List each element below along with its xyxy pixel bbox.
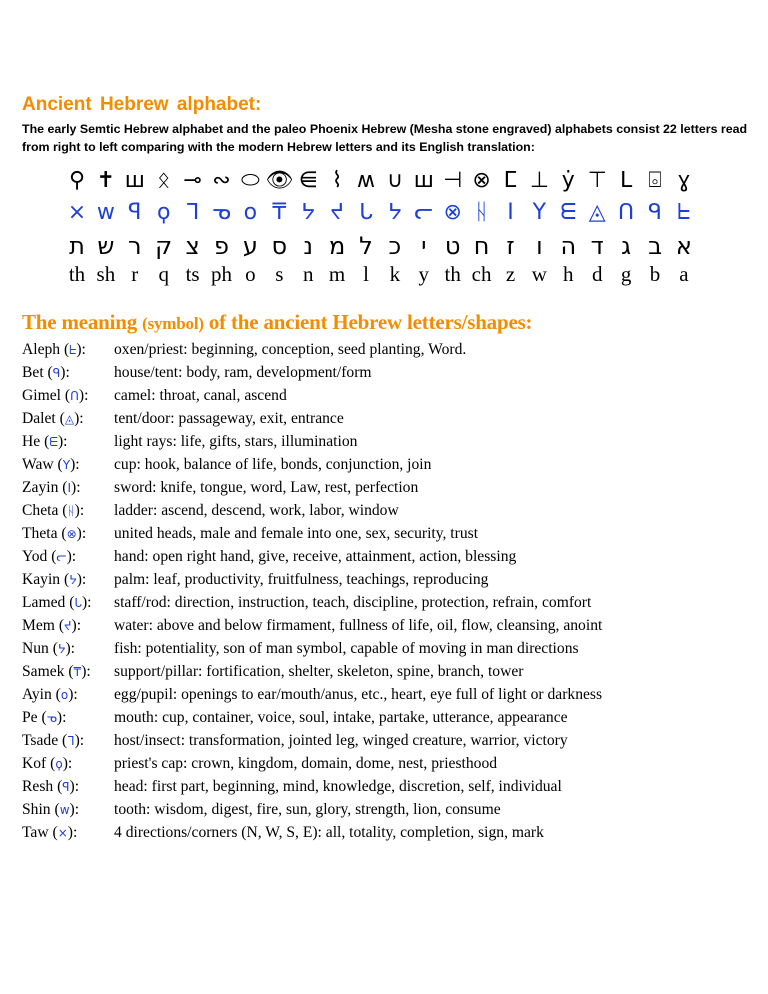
paleo-letter: I [507, 200, 514, 225]
letter-meaning: hand: open right hand, give, receive, attainment, action, blessing [114, 548, 517, 565]
letter-name: Lamed (ᒐ): [22, 594, 92, 611]
letter-symbol: ᑫ [52, 366, 61, 380]
letter-symbol: × [57, 826, 68, 840]
paleo-letter: ᔪ [330, 200, 344, 225]
paleo-letter: ᒐ [359, 200, 373, 225]
paleo-letter: ꟼ [128, 200, 142, 225]
letter-meaning: mouth: cup, container, voice, soul, intake, partake, utterance, appearance [114, 709, 568, 726]
letter-symbol: o [60, 688, 69, 702]
letter-name: Cheta (ᚺ): [22, 502, 85, 519]
letter-name: Dalet (◬): [22, 410, 84, 427]
latin-letter: l [363, 262, 369, 286]
letter-meaning: united heads, male and female into one, sex, security, trust [114, 525, 479, 542]
letter-meaning: light rays: life, gifts, stars, illumination [114, 433, 358, 450]
latin-letter: a [679, 262, 689, 286]
letter-meaning: ladder: ascend, descend, work, labor, window [114, 502, 399, 519]
letter-symbol: w [59, 803, 70, 817]
letter-name: Gimel (ᑎ): [22, 387, 89, 404]
latin-letter: ch [471, 262, 492, 286]
latin-letter: ts [185, 262, 200, 286]
letter-name: Mem (ᔪ): [22, 617, 82, 634]
letter-name: Resh (ꟼ): [22, 778, 80, 795]
ancient-letter: ⌻ [648, 168, 662, 193]
meaning-heading-paren: (symbol) [142, 314, 204, 333]
latin-letter: sh [96, 262, 116, 286]
letter-meaning: egg/pupil: openings to ear/mouth/anus, etc., heart, eye full of light or darkness [114, 686, 603, 703]
paleo-letter: ₸ [272, 200, 287, 225]
paleo-letter: ᖶ [677, 200, 691, 225]
hebrew-letter: מ [328, 232, 346, 260]
ancient-letter: ʍ [357, 168, 375, 193]
ancient-letter: ⬭ [240, 168, 260, 193]
paleo-letter: × [67, 200, 87, 225]
letter-name: Aleph (ᖶ): [22, 341, 86, 358]
latin-letter: m [328, 262, 346, 286]
paleo-letter: ᓀ [212, 200, 231, 225]
hebrew-letter: ד [590, 232, 604, 260]
latin-letter: r [131, 262, 139, 286]
paleo-letter: o [243, 200, 258, 225]
letter-meaning: 4 directions/corners (N, W, S, E): all, totality, completion, sign, mark [114, 824, 544, 841]
meaning-heading [22, 310, 532, 335]
intro-paragraph: The early Semtic Hebrew alphabet and the paleo Phoenix Hebrew (Mesha stone engraved) alphabets consist 22 letters read from right to left comparing with the modern Hebrew letters and its English translation: [22, 122, 748, 154]
paleo-letter: ᒣ [185, 200, 200, 225]
latin-letter: d [591, 262, 603, 286]
letter-name: Tsade (ᒣ): [22, 732, 85, 749]
meaning-heading-post: of the ancient Hebrew letters/shapes: [203, 310, 533, 334]
ancient-letter: ᛟ [157, 168, 171, 193]
paleo-letter: Y [532, 200, 547, 225]
latin-letter: o [245, 262, 256, 286]
ancient-letter: ш [124, 168, 145, 193]
letter-symbol: ₸ [73, 665, 82, 679]
paleo-letter: ᓕ [414, 200, 434, 225]
letter-symbol: ᓕ [56, 550, 67, 564]
letter-name-text: Taw [22, 824, 49, 841]
letter-meaning: house/tent: body, ram, development/form [114, 364, 372, 381]
hebrew-letter: ל [359, 232, 373, 260]
latin-letter: ph [211, 262, 232, 286]
letter-meaning: palm: leaf, productivity, fruitfulness, teachings, reproducing [114, 571, 489, 588]
paleo-letter: ᑎ [618, 200, 635, 225]
ancient-letter: ᒪ [619, 168, 633, 193]
letter-name: Nun (ᔭ): [22, 640, 76, 657]
ancient-letter: ⊥ [529, 168, 549, 193]
letter-name-text: Shin [22, 801, 51, 818]
letter-symbol: ᔪ [64, 619, 72, 633]
latin-letter: k [389, 262, 401, 286]
letter-meaning: water: above and below firmament, fullness of life, oil, flow, cleansing, anoint [114, 617, 603, 634]
letter-name-text: Theta [22, 525, 58, 542]
paleo-letter: ϙ [156, 200, 171, 225]
paleo-letter: ᚺ [474, 200, 489, 225]
letter-meaning: tent/door: passageway, exit, entrance [114, 410, 344, 427]
letter-meaning: fish: potentiality, son of man symbol, capable of moving in man directions [114, 640, 579, 657]
letter-name-text: Bet [22, 364, 44, 381]
latin-letter: n [302, 262, 314, 286]
letter-meaning: staff/rod: direction, instruction, teach, discipline, protection, refrain, comfort [114, 594, 592, 611]
letter-name: He (ᗴ): [22, 433, 68, 450]
letter-symbol: I [67, 481, 72, 495]
letter-name-text: He [22, 433, 41, 450]
hebrew-letter: כ [388, 232, 402, 260]
ancient-letter: ∪ [386, 168, 403, 193]
letter-symbol: ᔭ [57, 642, 66, 656]
letter-name-text: Mem [22, 617, 55, 634]
letter-symbol: ᔭ [69, 573, 77, 587]
latin-letter: g [620, 262, 632, 286]
letter-name-text: Kayin [22, 571, 61, 588]
letter-name: Kayin (ᔭ): [22, 571, 87, 588]
letter-name-text: Resh [22, 778, 54, 795]
letter-symbol: ᒣ [67, 734, 75, 748]
letter-name: Samek (₸): [22, 663, 91, 680]
letter-symbol: ϙ [55, 757, 63, 771]
letter-meaning: priest's cap: crown, kingdom, domain, dome, nest, priesthood [114, 755, 498, 772]
letter-name-text: Cheta [22, 502, 59, 519]
paleo-letter: ᗴ [560, 200, 577, 225]
latin-letter: q [158, 262, 169, 286]
letter-name-text: Zayin [22, 479, 59, 496]
letter-symbol: Y [62, 458, 71, 472]
letter-name-text: Tsade [22, 732, 59, 749]
letter-name-text: Gimel [22, 387, 61, 404]
letter-name-text: Dalet [22, 410, 56, 427]
meaning-heading-pre: The meaning [22, 310, 143, 334]
ancient-letter: ⌇ [331, 168, 343, 193]
hebrew-letter: ב [648, 232, 662, 260]
letter-symbol: ᗴ [49, 435, 58, 449]
letter-meaning: support/pillar: fortification, shelter, skeleton, spine, branch, tower [114, 663, 524, 680]
ancient-letter: ✝ [96, 168, 116, 193]
hebrew-letter: ר [128, 232, 142, 260]
ancient-letter: ⊗ [472, 168, 491, 193]
letter-meaning: sword: knife, tongue, word, Law, rest, perfection [114, 479, 419, 496]
letter-name-text: Yod [22, 548, 48, 565]
letter-name: Shin (w): [22, 801, 80, 818]
hebrew-letter: נ [303, 232, 313, 260]
letter-name-text: Kof [22, 755, 47, 772]
hebrew-letter: ע [242, 232, 258, 260]
letter-name: Pe (ᓀ): [22, 709, 67, 726]
letter-name-text: Aleph [22, 341, 61, 358]
ancient-letter: ⋹ [298, 168, 318, 193]
letter-symbol: ꟼ [62, 780, 70, 794]
ancient-letter: ⚲ [68, 168, 86, 193]
latin-letter: z [505, 262, 516, 286]
letter-symbol: ◬ [64, 412, 75, 426]
letter-symbol: ᚺ [67, 504, 75, 518]
hebrew-letter: ס [271, 232, 288, 260]
latin-letter: s [275, 262, 284, 286]
letter-name-text: Samek [22, 663, 65, 680]
letter-symbol: ᑎ [70, 389, 79, 403]
ancient-letter: ∾ [212, 168, 231, 193]
letter-name-text: Ayin [22, 686, 52, 703]
hebrew-letter: ח [473, 232, 490, 260]
letter-name: Waw (Y): [22, 456, 80, 473]
hebrew-letter: י [421, 232, 427, 260]
letter-name: Bet (ᑫ): [22, 364, 70, 381]
letter-name: Yod (ᓕ): [22, 548, 77, 565]
letter-name: Taw (×): [22, 824, 78, 841]
ancient-letter: ⊤ [587, 168, 607, 193]
latin-letter: w [531, 262, 547, 286]
hebrew-letter: ת [69, 232, 85, 260]
letter-meaning: head: first part, beginning, mind, knowledge, discretion, self, individual [114, 778, 562, 795]
hebrew-letter: ש [97, 232, 115, 260]
letter-symbol: ᓀ [46, 711, 57, 725]
letter-meaning: tooth: wisdom, digest, fire, sun, glory, strength, lion, consume [114, 801, 501, 818]
letter-symbol: ᖶ [69, 343, 77, 357]
hebrew-letter: ק [155, 232, 173, 260]
paleo-letter: w [96, 200, 115, 225]
hebrew-letter: ה [560, 232, 577, 260]
letter-name: Kof (ϙ): [22, 755, 73, 772]
latin-letter: th [444, 262, 461, 286]
hebrew-letter: צ [185, 232, 200, 260]
paleo-letter: ◬ [588, 200, 606, 225]
ancient-letter: ⵎ [503, 168, 518, 193]
letter-name: Theta (⊗): [22, 525, 87, 542]
page-title: Ancient Hebrew alphabet: [22, 94, 262, 115]
hebrew-letter: ג [621, 232, 632, 260]
hebrew-letter: ו [536, 232, 543, 260]
letter-name: Ayin (o): [22, 686, 78, 703]
hebrew-letter: א [675, 232, 692, 260]
latin-letter: y [418, 262, 430, 286]
letter-meaning: host/insect: transformation, jointed leg, winged creature, warrior, victory [114, 732, 568, 749]
ancient-letter: 👁 [265, 168, 294, 193]
paleo-letter: ᑫ [648, 200, 662, 225]
latin-letter: b [649, 262, 661, 286]
latin-letter: h [563, 262, 574, 286]
letter-symbol: ⊗ [66, 527, 77, 541]
hebrew-letter: פ [214, 232, 229, 260]
ancient-letter: ⊸ [183, 168, 202, 193]
hebrew-letter: ז [506, 232, 515, 260]
paleo-letter: ᔭ [301, 200, 316, 225]
letter-name-text: Pe [22, 709, 38, 726]
ancient-letter: ⊣ [443, 168, 463, 193]
ancient-letter: ш [413, 168, 434, 193]
letter-name-text: Nun [22, 640, 49, 657]
paleo-letter: ᔭ [387, 200, 402, 225]
letter-name-text: Lamed [22, 594, 66, 611]
hebrew-letter: ט [444, 232, 461, 260]
letter-meaning: cup: hook, balance of life, bonds, conjunction, join [114, 456, 432, 473]
letter-meaning: oxen/priest: beginning, conception, seed planting, Word. [114, 341, 467, 358]
paleo-letter: ⊗ [443, 200, 462, 225]
letter-name: Zayin (I): [22, 479, 81, 496]
ancient-letter: ẏ [561, 168, 575, 193]
letter-symbol: ᒐ [74, 596, 82, 610]
letter-meaning: camel: throat, canal, ascend [114, 387, 287, 404]
ancient-letter: ɣ [677, 168, 691, 193]
letter-name-text: Waw [22, 456, 54, 473]
latin-letter: th [68, 262, 86, 286]
